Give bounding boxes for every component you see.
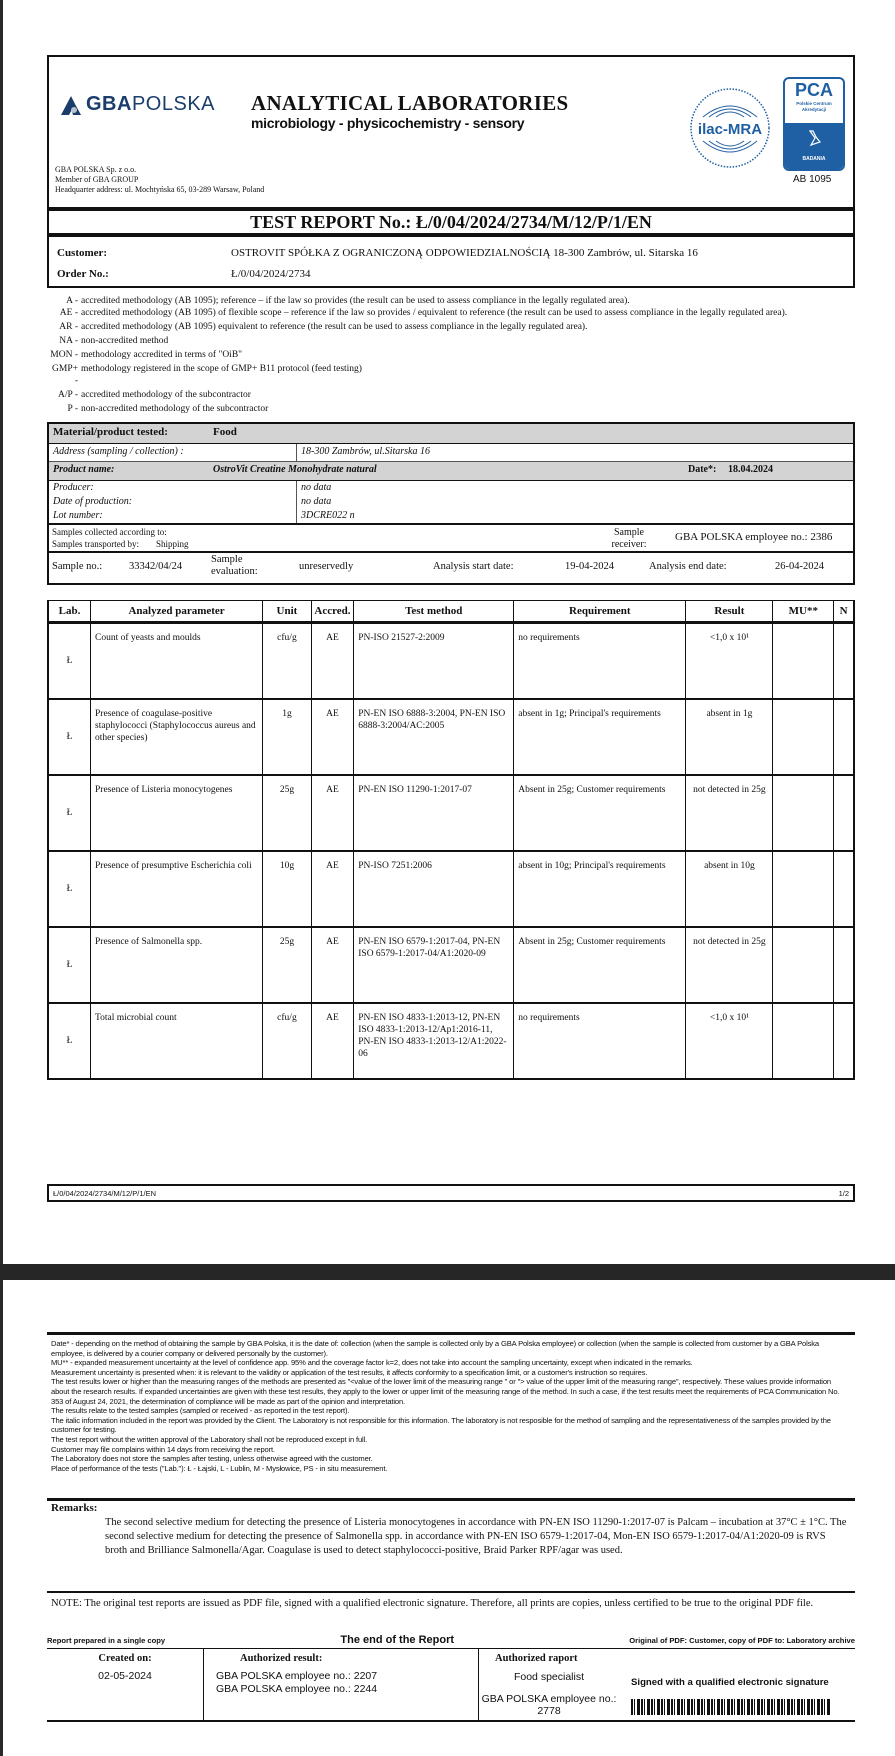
footer-report-no: Ł/0/04/2024/2734/M/12/P/1/EN	[53, 1188, 156, 1198]
cell-n	[834, 623, 854, 699]
accreditation-number: AB 1095	[793, 174, 832, 185]
legend-code: A/P -	[58, 390, 78, 400]
single-copy-text: Report prepared in a single copy	[47, 1636, 166, 1645]
report-title-bar	[47, 207, 855, 237]
cell-result: <1,0 x 10¹	[686, 623, 773, 699]
legend-desc: non-accredited method	[81, 336, 169, 346]
col-requirement: Requirement	[514, 601, 686, 623]
cell-method: PN-EN ISO 4833-1:2013-12, PN-EN ISO 4833-1:2013-12/Ap1:2016-11, PN-EN ISO 4833-1:2013-12/A1:2022-06	[354, 1003, 514, 1079]
cell-result: <1,0 x 10¹	[686, 1003, 773, 1079]
cell-mu	[773, 851, 834, 927]
cell-lab: Ł	[48, 1003, 91, 1079]
legend-item	[47, 295, 855, 307]
authorized-report-label: Authorized raport	[495, 1653, 578, 1664]
legend-item	[47, 335, 855, 347]
pca-word: PCA	[794, 80, 833, 100]
col-unit: Unit	[263, 601, 312, 623]
analysis-end-value: 26-04-2024	[775, 561, 824, 572]
authorized-result-employee-2: GBA POLSKA employee no.: 2244	[216, 1683, 378, 1695]
col-result: Result	[686, 601, 773, 623]
results-header-row	[48, 601, 854, 623]
cell-method: PN-EN ISO 11290-1:2017-07	[354, 775, 514, 851]
legend-code: AR -	[59, 322, 78, 332]
sample-no-label: Sample no.:	[52, 561, 103, 572]
receiver-label: Sample receiver:	[611, 527, 647, 550]
page-separator	[0, 1264, 895, 1280]
cell-mu	[773, 927, 834, 1003]
legend-code: NA -	[59, 336, 78, 346]
report-notes	[51, 1339, 851, 1473]
pca-subtext: Polskie Centrum	[796, 101, 832, 106]
authorized-result-column	[204, 1649, 479, 1720]
col-method: Test method	[354, 601, 514, 623]
cell-parameter: Presence of coagulase-positive staphylococci (Staphylococcus aureus and other species)	[91, 699, 263, 775]
svg-text:ilac-MRA: ilac-MRA	[697, 121, 763, 138]
legend-desc: methodology accredited in terms of "OiB"	[81, 350, 243, 360]
analysis-start-label: Analysis start date:	[433, 561, 514, 572]
cell-lab: Ł	[48, 851, 91, 927]
created-value: 02-05-2024	[98, 1670, 152, 1682]
note-date: Date* - depending on the method of obtaining the sample by GBA Polska, it is the date of: collection (when the sample is collected only by a GBA Polska employee) or collection (when the sample is collected from customer by a GBA Polska employee, is delivered by a courier company or delivered personally by the customer).	[51, 1339, 820, 1358]
lot-number-value: 3DCRE022 n	[301, 510, 355, 521]
cell-result: not detected in 25g	[686, 775, 773, 851]
cell-parameter: Count of yeasts and moulds	[91, 623, 263, 699]
legend-item	[47, 403, 855, 415]
company-name: GBA POLSKA Sp. z o.o.	[55, 165, 137, 174]
note-storage: The Laboratory does not store the samples after testing, unless otherwise agreed with the customer.	[51, 1454, 373, 1464]
table-row	[48, 699, 854, 775]
cell-lab: Ł	[48, 775, 91, 851]
legend-code: AE -	[59, 308, 78, 318]
cell-result: not detected in 25g	[686, 927, 773, 1003]
order-value: Ł/0/04/2024/2734	[231, 268, 311, 280]
cell-method: PN-EN ISO 6888-3:2004, PN-EN ISO 6888-3:2004/AC:2005	[354, 699, 514, 775]
created-label: Created on:	[98, 1653, 152, 1664]
signature-table	[47, 1648, 855, 1722]
analysis-end-label: Analysis end date:	[649, 561, 727, 572]
receiver-value: GBA POLSKA employee no.: 2386	[675, 531, 833, 543]
legend-item	[47, 389, 855, 401]
authorized-report-column	[479, 1649, 855, 1720]
pca-logo	[783, 77, 845, 171]
production-date-label: Date of production:	[53, 496, 133, 507]
signature-barcode-icon	[631, 1699, 831, 1715]
authorized-report-employee: GBA POLSKA employee no.: 2778	[481, 1693, 617, 1717]
product-value: OstroVit Creatine Monohydrate natural	[213, 464, 377, 475]
cell-accred: AE	[311, 623, 354, 699]
sample-row	[49, 553, 853, 583]
date-value: 18.04.2024	[728, 464, 773, 475]
cell-lab: Ł	[48, 927, 91, 1003]
col-mu: MU**	[773, 601, 834, 623]
cell-accred: AE	[311, 775, 354, 851]
transported-value: Shipping	[156, 539, 189, 549]
table-row	[48, 1003, 854, 1079]
cell-accred: AE	[311, 851, 354, 927]
cell-requirement: no requirements	[514, 1003, 686, 1079]
lab-title: ANALYTICAL LABORATORIES	[251, 91, 569, 115]
col-accred: Accred.	[311, 601, 354, 623]
legend-item	[47, 307, 855, 319]
note-ranges: The test results lower or higher than the measuring ranges of the methods are presented as "<value of the lower limit of the measuring range " or "> value of the upper limit of the measuring range", respectively. These values provide information about the research results. If expanded uncertainties are given with these test results, they apply to the lower or upper limit of the measuring range of the method. In such a case, if the test results meet the requirements of PCA Communication No. 353 of August 24, 2021, the determination of compliance will be made as part of the opinion and interpretation.	[51, 1377, 840, 1406]
cell-parameter: Presence of presumptive Escherichia coli	[91, 851, 263, 927]
pca-badania: BADANIA	[802, 156, 826, 162]
producer-value: no data	[301, 482, 332, 493]
company-address: Headquarter address: ul. Mochtyńska 65, 03-289 Warsaw, Poland	[55, 185, 265, 194]
cell-method: PN-ISO 21527-2:2009	[354, 623, 514, 699]
table-row	[48, 851, 854, 927]
authorized-report-role: Food specialist	[513, 1671, 585, 1683]
cell-unit: cfu/g	[263, 623, 312, 699]
ilac-mra-logo-icon	[689, 87, 771, 169]
cell-mu	[773, 775, 834, 851]
cell-requirement: Absent in 25g; Customer requirements	[514, 775, 686, 851]
report-title: TEST REPORT No.: Ł/0/04/2024/2734/M/12/P/1/EN	[250, 212, 652, 232]
customer-label: Customer:	[57, 247, 108, 259]
lot-number-label: Lot number:	[53, 510, 103, 521]
cell-n	[834, 775, 854, 851]
col-parameter: Analyzed parameter	[91, 601, 263, 623]
legend-desc: accredited methodology (AB 1095); reference – if the law so provides (the result can be used to assess compliance in the legally regulated area).	[81, 296, 630, 306]
divider	[47, 1332, 855, 1335]
cell-lab: Ł	[48, 699, 91, 775]
authorized-result-employee-1: GBA POLSKA employee no.: 2207	[216, 1670, 378, 1682]
divider	[47, 1591, 855, 1593]
legend-item	[47, 321, 855, 333]
cell-parameter: Presence of Salmonella spp.	[91, 927, 263, 1003]
cell-requirement: no requirements	[514, 623, 686, 699]
cell-requirement: absent in 10g; Principal's requirements	[514, 851, 686, 927]
address-row	[49, 444, 853, 462]
sample-evaluation-label: Sample evaluation:	[211, 554, 258, 577]
note-complaints: Customer may file complains within 14 days from receiving the report.	[51, 1444, 275, 1454]
material-tested-value: Food	[213, 426, 237, 438]
end-of-report-row	[47, 1634, 855, 1646]
cell-unit: 25g	[263, 927, 312, 1003]
note-place: Place of performance of the tests ("Lab."): Ł - Łajski, L - Lublin, M - Mysłowice, PS - in situ measurement.	[51, 1463, 388, 1473]
sampling-row	[49, 525, 853, 553]
flask-icon	[805, 129, 823, 147]
cell-requirement: Absent in 25g; Customer requirements	[514, 927, 686, 1003]
accreditation-legend	[47, 295, 855, 415]
pca-subtext-2: Akredytacji	[801, 107, 827, 112]
legend-item	[47, 363, 855, 387]
gba-polska-logo	[59, 93, 215, 116]
legend-code: P -	[67, 404, 78, 414]
pdf-note: NOTE: The original test reports are issued as PDF file, signed with a qualified electronic signature. Therefore, all prints are copies, unless certified to be true to the original PDF file.	[51, 1598, 814, 1609]
material-tested-row	[49, 424, 853, 444]
report-header	[47, 55, 855, 210]
customer-block	[47, 237, 855, 288]
production-date-value: no data	[301, 496, 332, 507]
cell-n	[834, 927, 854, 1003]
company-info	[55, 165, 264, 195]
cell-result: absent in 1g	[686, 699, 773, 775]
cell-parameter: Total microbial count	[91, 1003, 263, 1079]
legend-code: A -	[66, 296, 78, 306]
created-column	[47, 1649, 204, 1720]
note-italic: The italic information included in the report was provided by the Client. The Laboratory is not responsible for this information. The laboratory is not resposible for the method of sampling and the representativeness of the samples provided by the customer for testing.	[51, 1415, 831, 1435]
report-page-2	[0, 1280, 895, 1756]
note-mu: MU** - expanded measurement uncertainty at the level of confidence app. 95% and the coverage factor k=2, does not take into account the sampling uncertainty, except when indicated in the remarks.	[51, 1358, 693, 1368]
divider	[47, 1498, 855, 1501]
legend-desc: non-accredited methodology of the subcontractor	[81, 404, 269, 414]
logo-text-light: POLSKA	[131, 93, 215, 115]
producer-label: Producer:	[53, 482, 94, 493]
cell-accred: AE	[311, 927, 354, 1003]
note-uncertainty: Measurement uncertainty is presented when: it is relevant to the validity or application of the test results, it affects conformity to a specification limit, or a customer's instruction so requires.	[51, 1367, 648, 1377]
end-of-report-text: The end of the Report	[340, 1634, 455, 1646]
remarks-label: Remarks:	[51, 1502, 98, 1514]
sample-evaluation-value: unreservedly	[299, 561, 354, 572]
collected-label: Samples collected according to:	[52, 527, 167, 537]
product-label: Product name:	[53, 464, 115, 475]
cell-n	[834, 851, 854, 927]
cell-unit: 10g	[263, 851, 312, 927]
cell-unit: 25g	[263, 775, 312, 851]
cell-lab: Ł	[48, 623, 91, 699]
footer-page-number: 1/2	[838, 1188, 849, 1198]
page-footer	[47, 1184, 855, 1202]
legend-item	[47, 349, 855, 361]
cell-parameter: Presence of Listeria monocytogenes	[91, 775, 263, 851]
address-label: Address (sampling / collection) :	[49, 444, 297, 461]
cell-mu	[773, 623, 834, 699]
legend-code: MON -	[50, 350, 78, 360]
table-row	[48, 623, 854, 699]
producer-block	[49, 481, 853, 525]
note-reproduction: The test report without the written approval of the Laboratory shall not be reproduced except in full.	[51, 1434, 368, 1444]
cell-method: PN-ISO 7251:2006	[354, 851, 514, 927]
cell-n	[834, 1003, 854, 1079]
table-row	[48, 927, 854, 1003]
analysis-start-value: 19-04-2024	[565, 561, 614, 572]
transported-label: Samples transported by:	[52, 539, 139, 549]
cell-unit: 1g	[263, 699, 312, 775]
product-row	[49, 462, 853, 481]
legend-desc: accredited methodology (AB 1095) equivalent to reference (the result can be used to assess compliance in the legally regulated area).	[81, 322, 588, 332]
company-group: Member of GBA GROUP	[55, 175, 139, 184]
logo-text-bold: GBA	[86, 93, 132, 115]
remarks-text: The second selective medium for detecting the presence of Listeria monocytogenes in accordance with PN-EN ISO 11290-1:2017-07 is Palcam – incubation at 37°C ± 1°C. The second selective medium for detecting the presence of Salmonella spp. in accordance with PN-EN ISO 6579-1:2017-04, Mon-EN ISO 6579-1:2017-04/A1:2020-09 is RVS broth and Brilliance Salmonella/Agar. Coagulase is used to detect staphylococci-positive, Braid Parker RPF/agar was used.	[105, 1517, 847, 1556]
authorized-result-label: Authorized result:	[240, 1653, 323, 1664]
cell-unit: cfu/g	[263, 1003, 312, 1079]
legend-desc: accredited methodology of the subcontractor	[81, 390, 251, 400]
table-row	[48, 775, 854, 851]
results-table	[47, 600, 855, 1080]
cell-result: absent in 10g	[686, 851, 773, 927]
cell-method: PN-EN ISO 6579-1:2017-04, PN-EN ISO 6579-1:2017-04/A1:2020-09	[354, 927, 514, 1003]
date-label: Date*:	[688, 464, 717, 475]
sample-no-value: 33342/04/24	[129, 561, 183, 572]
signature-text: Signed with a qualified electronic signature	[631, 1677, 829, 1688]
order-label: Order No.:	[57, 268, 109, 280]
cell-mu	[773, 699, 834, 775]
gba-logo-icon	[59, 94, 83, 116]
cell-requirement: absent in 1g; Principal's requirements	[514, 699, 686, 775]
lab-subtitle: microbiology - physicochemistry - sensory	[251, 115, 525, 131]
col-n: N	[834, 601, 854, 623]
cell-mu	[773, 1003, 834, 1079]
distribution-text: Original of PDF: Customer, copy of PDF to: Laboratory archive	[629, 1636, 855, 1645]
customer-value: OSTROVIT SPÓŁKA Z OGRANICZONĄ ODPOWIEDZIALNOŚCIĄ 18-300 Zambrów, ul. Sitarska 16	[231, 247, 698, 259]
legend-desc: methodology registered in the scope of GMP+ B11 protocol (feed testing)	[81, 364, 362, 374]
cell-accred: AE	[311, 1003, 354, 1079]
legend-desc: accredited methodology (AB 1095) of flexible scope – reference if the law so provides / equivalent to reference (the result can be used to assess compliance in the legally regulated area).	[81, 308, 788, 318]
address-value: 18-300 Zambrów, ul.Sitarska 16	[301, 446, 430, 457]
legend-code: GMP+ -	[52, 364, 78, 386]
cell-n	[834, 699, 854, 775]
cell-accred: AE	[311, 699, 354, 775]
col-lab: Lab.	[48, 601, 91, 623]
material-tested-label: Material/product tested:	[53, 426, 168, 438]
material-section	[47, 422, 855, 585]
note-results: The results relate to the tested samples (sampled or received - as reported in the test report).	[51, 1406, 350, 1416]
